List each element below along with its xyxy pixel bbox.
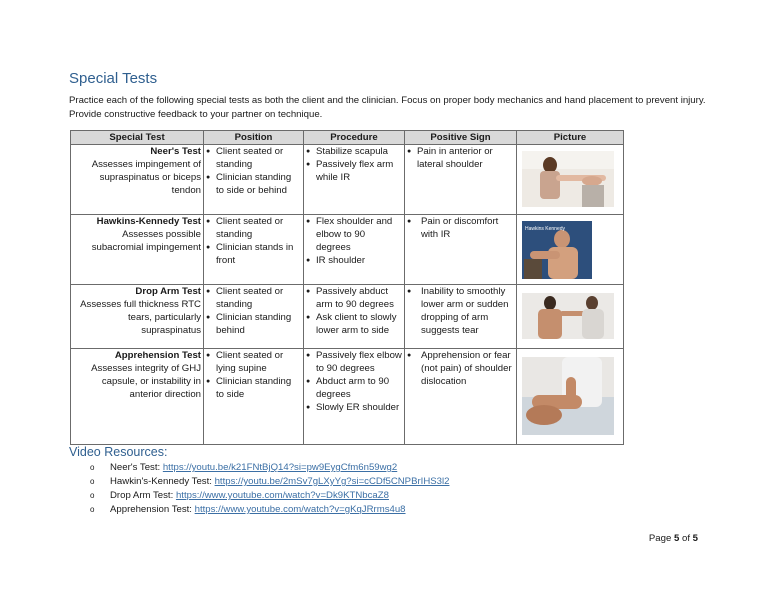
video-label: Hawkin's-Kennedy Test: [110, 476, 215, 487]
table-row [71, 285, 624, 349]
header-special-test: Special Test [71, 131, 204, 145]
list-item: ● Clinician stands in front [206, 241, 301, 267]
procedure-cell [304, 215, 405, 285]
procedure-cell [304, 349, 405, 445]
list-item: ● Apprehension or fear (not pain) of shoulder dislocation [407, 349, 514, 388]
photo-caption: Hawkins Kennedy [525, 226, 566, 232]
list-item: ● Client seated or standing [206, 145, 301, 171]
header-position: Position [204, 131, 304, 145]
list-item: ● Pain in anterior or lateral shoulder [407, 145, 514, 171]
list-item [90, 503, 449, 517]
list-item: ● Abduct arm to 90 degrees [306, 375, 402, 401]
test-cell [71, 145, 204, 215]
positive-sign-cell [405, 285, 517, 349]
list-item: ● Pain or discomfort with IR [407, 215, 514, 241]
list-item: ● Ask client to slowly lower arm to side [306, 311, 402, 337]
list-item: ● Clinician standing to side [206, 375, 301, 401]
hawkins-kennedy-photo [522, 221, 592, 279]
test-name: Neer's Test [150, 146, 201, 157]
picture-cell [517, 145, 624, 215]
positive-sign-cell [405, 349, 517, 445]
test-description: Assesses impingement of supraspinatus or biceps tendon [91, 159, 201, 196]
video-list [90, 461, 449, 517]
picture-cell [517, 285, 624, 349]
list-item: ● Passively flex arm while IR [306, 158, 402, 184]
list-item [90, 489, 449, 503]
total-pages: 5 [692, 533, 698, 544]
video-label: Drop Arm Test: [110, 490, 176, 501]
video-link-drop-arm[interactable]: https://www.youtube.com/watch?v=Dk9KTNbcaZ8 [175, 490, 389, 501]
procedure-cell [304, 145, 405, 215]
drop-arm-photo [522, 293, 614, 339]
video-resources-title: Video Resources: [69, 445, 168, 459]
table-row [71, 215, 624, 285]
procedure-cell [304, 285, 405, 349]
position-cell [204, 349, 304, 445]
header-procedure: Procedure [304, 131, 405, 145]
list-item: ● Clinician standing behind [206, 311, 301, 337]
test-name: Apprehension Test [114, 350, 201, 361]
list-item [90, 475, 449, 489]
list-item [90, 461, 449, 475]
list-item: ● Client seated or lying supine [206, 349, 301, 375]
list-item: ● Passively abduct arm to 90 degrees [306, 285, 402, 311]
table-header-row [71, 131, 624, 145]
list-item: ● Inability to smoothly lower arm or sudden dropping of arm suggests tear [407, 285, 514, 337]
test-cell [71, 349, 204, 445]
intro-paragraph: Practice each of the following special tests as both the client and the clinician. Focus on proper body mechanics and hand placement to prevent injury. Provide constructive feedback to your partner on technique. [69, 95, 706, 120]
current-page: 5 [673, 533, 680, 544]
list-item: ● Stabilize scapula [306, 145, 402, 158]
list-item: ● Flex shoulder and elbow to 90 degrees [306, 215, 402, 254]
page-number: Page 5 of 5 [648, 533, 698, 544]
table-row [71, 145, 624, 215]
special-tests-table [70, 130, 624, 445]
apprehension-photo [522, 357, 614, 435]
list-item: ● Slowly ER shoulder [306, 401, 402, 414]
position-cell [204, 145, 304, 215]
test-description: Assesses possible subacromial impingement [91, 229, 201, 253]
list-item: ● Client seated or standing [206, 285, 301, 311]
neers-test-photo [522, 151, 614, 207]
header-positive-sign: Positive Sign [405, 131, 517, 145]
positive-sign-cell [405, 145, 517, 215]
test-cell [71, 285, 204, 349]
test-cell [71, 215, 204, 285]
picture-cell [517, 215, 624, 285]
list-item: ● Clinician standing to side or behind [206, 171, 301, 197]
position-cell [204, 285, 304, 349]
header-picture: Picture [517, 131, 624, 145]
table-row [71, 349, 624, 445]
test-description: Assesses integrity of GHJ capsule, or instability in anterior direction [91, 363, 201, 400]
positive-sign-cell [405, 215, 517, 285]
video-label: Neer's Test: [110, 462, 163, 473]
list-item: ● Client seated or standing [206, 215, 301, 241]
test-name: Hawkins-Kennedy Test [96, 216, 201, 227]
video-link-hawkins-kennedy[interactable]: https://youtu.be/2mSv7gLXyYg?si=cCDf5CNPBrIHS3l2 [214, 476, 450, 487]
section-title: Special Tests [69, 70, 158, 87]
list-item: ● IR shoulder [306, 254, 402, 267]
test-name: Drop Arm Test [135, 286, 201, 297]
video-label: Apprehension Test: [110, 504, 195, 515]
position-cell [204, 215, 304, 285]
list-item: ● Passively flex elbow to 90 degrees [306, 349, 402, 375]
test-description: Assesses full thickness RTC tears, particularly supraspinatus [80, 299, 201, 336]
video-link-neers[interactable]: https://youtu.be/k21FNtBjQ14?si=pw9EygCfm6n59wg2 [162, 462, 398, 473]
video-link-apprehension[interactable]: https://www.youtube.com/watch?v=gKqJRrms4u8 [194, 504, 406, 515]
picture-cell [517, 349, 624, 445]
